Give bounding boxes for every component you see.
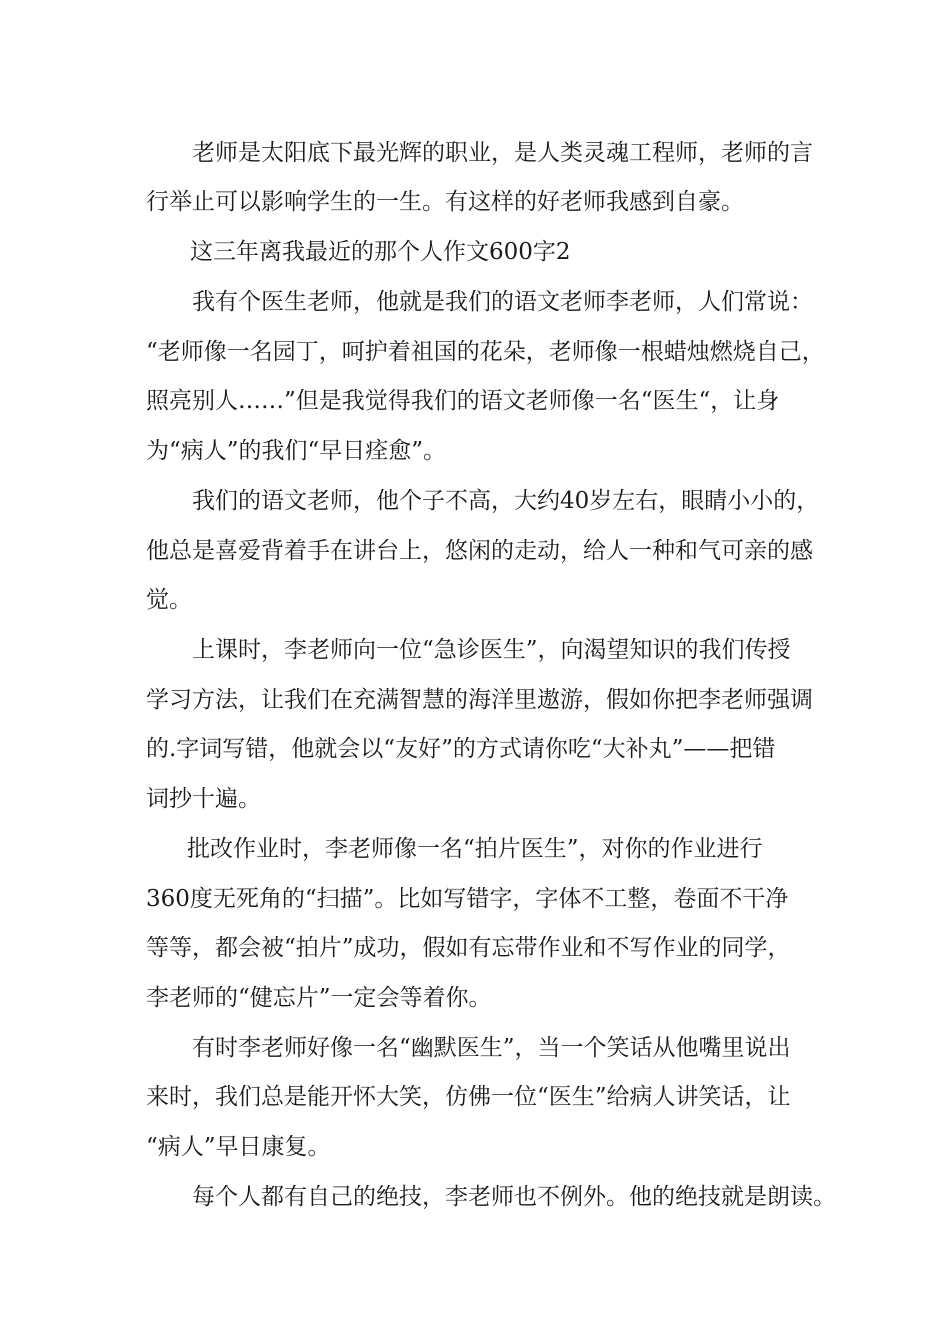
text-line: 老师是太阳底下最光辉的职业，是人类灵魂工程师，老师的言 bbox=[192, 140, 813, 166]
text-line: 的.字词写错，他就会以“友好”的方式请你吃“大补丸”——把错 bbox=[146, 736, 776, 762]
text-line: 为“病人”的我们“早日痊愈”。 bbox=[146, 438, 447, 464]
text-line: 我有个医生老师，他就是我们的语文老师李老师，人们常说： bbox=[192, 289, 813, 315]
text-line: 等等，都会被“拍片”成功，假如有忘带作业和不写作业的同学， bbox=[146, 935, 791, 961]
text-line: “病人”早日康复。 bbox=[146, 1134, 331, 1160]
text-line: 觉。 bbox=[146, 587, 192, 613]
text-line: 来时，我们总是能开怀大笑，仿佛一位“医生”给病人讲笑话，让 bbox=[146, 1084, 791, 1110]
text-line: 有时李老师好像一名“幽默医生”，当一个笑话从他嘴里说出 bbox=[192, 1035, 791, 1061]
text-line: 每个人都有自己的绝技，李老师也不例外。他的绝技就是朗读。 bbox=[192, 1184, 836, 1210]
essay-title-text: 这三年离我最近的那个人作文600字2 bbox=[190, 239, 571, 265]
text-line: 学习方法，让我们在充满智慧的海洋里遨游，假如你把李老师强调 bbox=[146, 687, 813, 713]
text-line: 批改作业时，李老师像一名“拍片医生”，对你的作业进行 bbox=[187, 836, 763, 862]
text-line: 词抄十遍。 bbox=[146, 786, 261, 812]
text-line: “老师像一名园丁，呵护着祖国的花朵，老师像一根蜡烛燃烧自己， bbox=[146, 339, 825, 365]
text-line: 我们的语文老师，他个子不高，大约40岁左右，眼睛小小的， bbox=[192, 488, 820, 514]
text-line: 李老师的“健忘片”一定会等着你。 bbox=[146, 985, 492, 1011]
text-line: 照亮别人……”但是我觉得我们的语文老师像一名“医生“，让身 bbox=[146, 388, 780, 414]
text-line: 他总是喜爱背着手在讲台上，悠闲的走动，给人一种和气可亲的感 bbox=[146, 538, 813, 564]
text-line: 行举止可以影响学生的一生。有这样的好老师我感到自豪。 bbox=[146, 189, 744, 215]
text-line: 360度无死角的“扫描”。比如写错字，字体不工整，卷面不干净 bbox=[146, 886, 789, 912]
text-line: 上课时，李老师向一位“急诊医生”，向渴望知识的我们传授 bbox=[192, 637, 791, 663]
